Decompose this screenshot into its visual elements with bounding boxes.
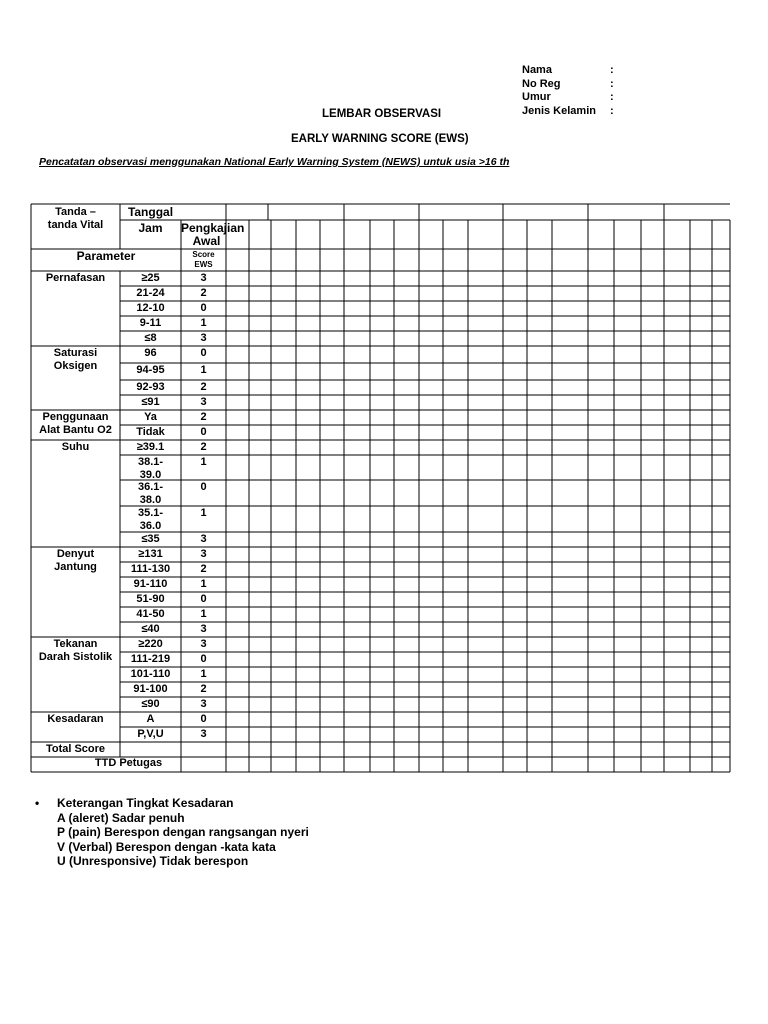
score-cell: 3 — [200, 332, 207, 344]
range-cell: 21-24 — [136, 287, 165, 299]
score-cell: 1 — [200, 507, 207, 519]
range-cell: 96 — [144, 347, 157, 359]
parameter-name: Suhu — [61, 441, 90, 453]
range-cell: P,V,U — [137, 728, 164, 740]
legend-line: V (Verbal) Berespon dengan -kata kata — [57, 839, 276, 854]
observation-column[interactable] — [394, 204, 419, 772]
score-cell: 3 — [200, 728, 207, 740]
observation-column[interactable] — [588, 204, 614, 772]
range-cell: 35.1- 36.0 — [137, 507, 164, 532]
score-cell: 2 — [200, 287, 207, 299]
range-cell: ≤40 — [141, 623, 160, 635]
observation-column[interactable] — [641, 204, 664, 772]
observation-column[interactable] — [468, 204, 503, 772]
observation-column[interactable] — [271, 204, 296, 772]
score-cell: 1 — [200, 317, 207, 329]
observation-column[interactable] — [370, 204, 394, 772]
legend-heading: Keterangan Tingkat Kesadaran — [57, 796, 234, 810]
total-score-label: Total Score — [45, 743, 106, 755]
range-cell: ≤91 — [141, 396, 160, 408]
range-cell: ≤35 — [141, 533, 160, 545]
score-cell: 0 — [200, 302, 207, 314]
info-colon: : — [610, 91, 614, 103]
parameter-name: Penggunaan Alat Bantu O2 — [39, 411, 112, 436]
range-cell: 101-110 — [130, 668, 171, 680]
score-cell: 3 — [200, 272, 207, 284]
observation-column[interactable] — [344, 204, 370, 772]
score-cell: 1 — [200, 608, 207, 620]
range-cell: ≥220 — [138, 638, 163, 650]
score-cell: 2 — [200, 381, 207, 393]
score-cell: 0 — [200, 347, 207, 359]
range-cell: 41-50 — [136, 608, 165, 620]
info-label: Umur — [522, 91, 551, 103]
range-cell: ≥131 — [138, 548, 163, 560]
info-label: Nama — [522, 64, 552, 76]
score-cell: 3 — [200, 638, 207, 650]
observation-column[interactable] — [552, 204, 588, 772]
score-cell: 1 — [200, 668, 207, 680]
score-cell: 3 — [200, 396, 207, 408]
info-colon: : — [610, 77, 614, 90]
range-cell: A — [146, 713, 155, 725]
observation-column[interactable] — [443, 204, 468, 772]
score-cell: 2 — [200, 411, 207, 423]
parameter-name: Tekanan Darah Sistolik — [38, 638, 113, 663]
jam-header: Jam — [138, 221, 163, 235]
observation-column[interactable] — [527, 204, 552, 772]
parameter-header: Parameter — [76, 249, 136, 263]
vital-signs-header: Tanda – tanda Vital — [47, 206, 104, 231]
parameter-name: Denyut Jantung — [54, 548, 97, 573]
score-cell: 1 — [200, 456, 207, 468]
score-cell: 0 — [200, 481, 207, 493]
range-cell: 111-130 — [130, 563, 171, 575]
info-colon: : — [610, 104, 614, 117]
range-cell: 91-110 — [133, 578, 168, 590]
score-cell: 3 — [200, 698, 207, 710]
observation-column[interactable] — [249, 204, 271, 772]
score-ews-header: Score EWS — [192, 250, 215, 269]
range-cell: 12-10 — [136, 302, 165, 314]
observation-column[interactable] — [226, 204, 249, 772]
legend-line: A (aleret) Sadar penuh — [57, 810, 185, 825]
score-cell: 2 — [200, 563, 207, 575]
score-cell: 0 — [200, 426, 207, 438]
page-title: LEMBAR OBSERVASI — [322, 108, 442, 120]
parameter-name: Pernafasan — [45, 272, 106, 284]
score-cell: 0 — [200, 593, 207, 605]
range-cell: 92-93 — [136, 381, 165, 393]
ttd-petugas-label: TTD Petugas — [94, 757, 163, 769]
pengkajian-awal-header: Pengkajian Awal — [181, 221, 245, 248]
range-cell: ≥25 — [141, 272, 160, 284]
range-cell: ≤8 — [144, 332, 157, 344]
range-cell: 111-219 — [130, 653, 171, 665]
observation-column[interactable] — [712, 204, 730, 772]
observation-column[interactable] — [419, 204, 443, 772]
legend-line: P (pain) Berespon dengan rangsangan nyeri — [57, 825, 309, 839]
range-cell: Tidak — [136, 426, 165, 438]
tanggal-header: Tanggal — [127, 205, 174, 219]
range-cell: 9-11 — [139, 317, 162, 329]
score-cell: 0 — [200, 713, 207, 725]
range-cell: 36.1- 38.0 — [137, 481, 164, 506]
range-cell: 91-100 — [133, 683, 168, 695]
score-cell: 1 — [200, 578, 207, 590]
observation-column[interactable] — [503, 204, 527, 772]
range-cell: Ya — [144, 411, 157, 423]
score-cell: 0 — [200, 653, 207, 665]
score-cell: 3 — [200, 548, 207, 560]
range-cell: ≤90 — [141, 698, 160, 710]
range-cell: ≥39.1 — [136, 441, 165, 453]
bullet-icon: • — [35, 796, 40, 810]
score-cell: 2 — [200, 683, 207, 695]
page-subtitle: EARLY WARNING SCORE (EWS) — [291, 133, 469, 145]
parameter-name: Kesadaran — [47, 713, 104, 725]
info-colon: : — [610, 64, 614, 76]
score-cell: 2 — [200, 441, 207, 453]
info-label: No Reg — [522, 77, 561, 90]
parameter-name: Saturasi Oksigen — [53, 347, 98, 372]
range-cell: 94-95 — [136, 364, 165, 376]
observation-column[interactable] — [296, 204, 320, 772]
score-cell: 3 — [200, 533, 207, 545]
legend-line: U (Unresponsive) Tidak berespon — [57, 854, 249, 868]
page-note: Pencatatan observasi menggunakan National Early Warning System (NEWS) untuk usia >16 th — [39, 156, 510, 168]
observation-column[interactable] — [614, 204, 641, 772]
observation-column[interactable] — [320, 204, 344, 772]
observation-column[interactable] — [690, 204, 712, 772]
score-cell: 3 — [200, 623, 207, 635]
info-label: Jenis Kelamin — [522, 104, 596, 117]
range-cell: 51-90 — [136, 593, 165, 605]
observation-column[interactable] — [664, 204, 690, 772]
range-cell: 38.1- 39.0 — [137, 456, 164, 481]
score-cell: 1 — [200, 364, 207, 376]
